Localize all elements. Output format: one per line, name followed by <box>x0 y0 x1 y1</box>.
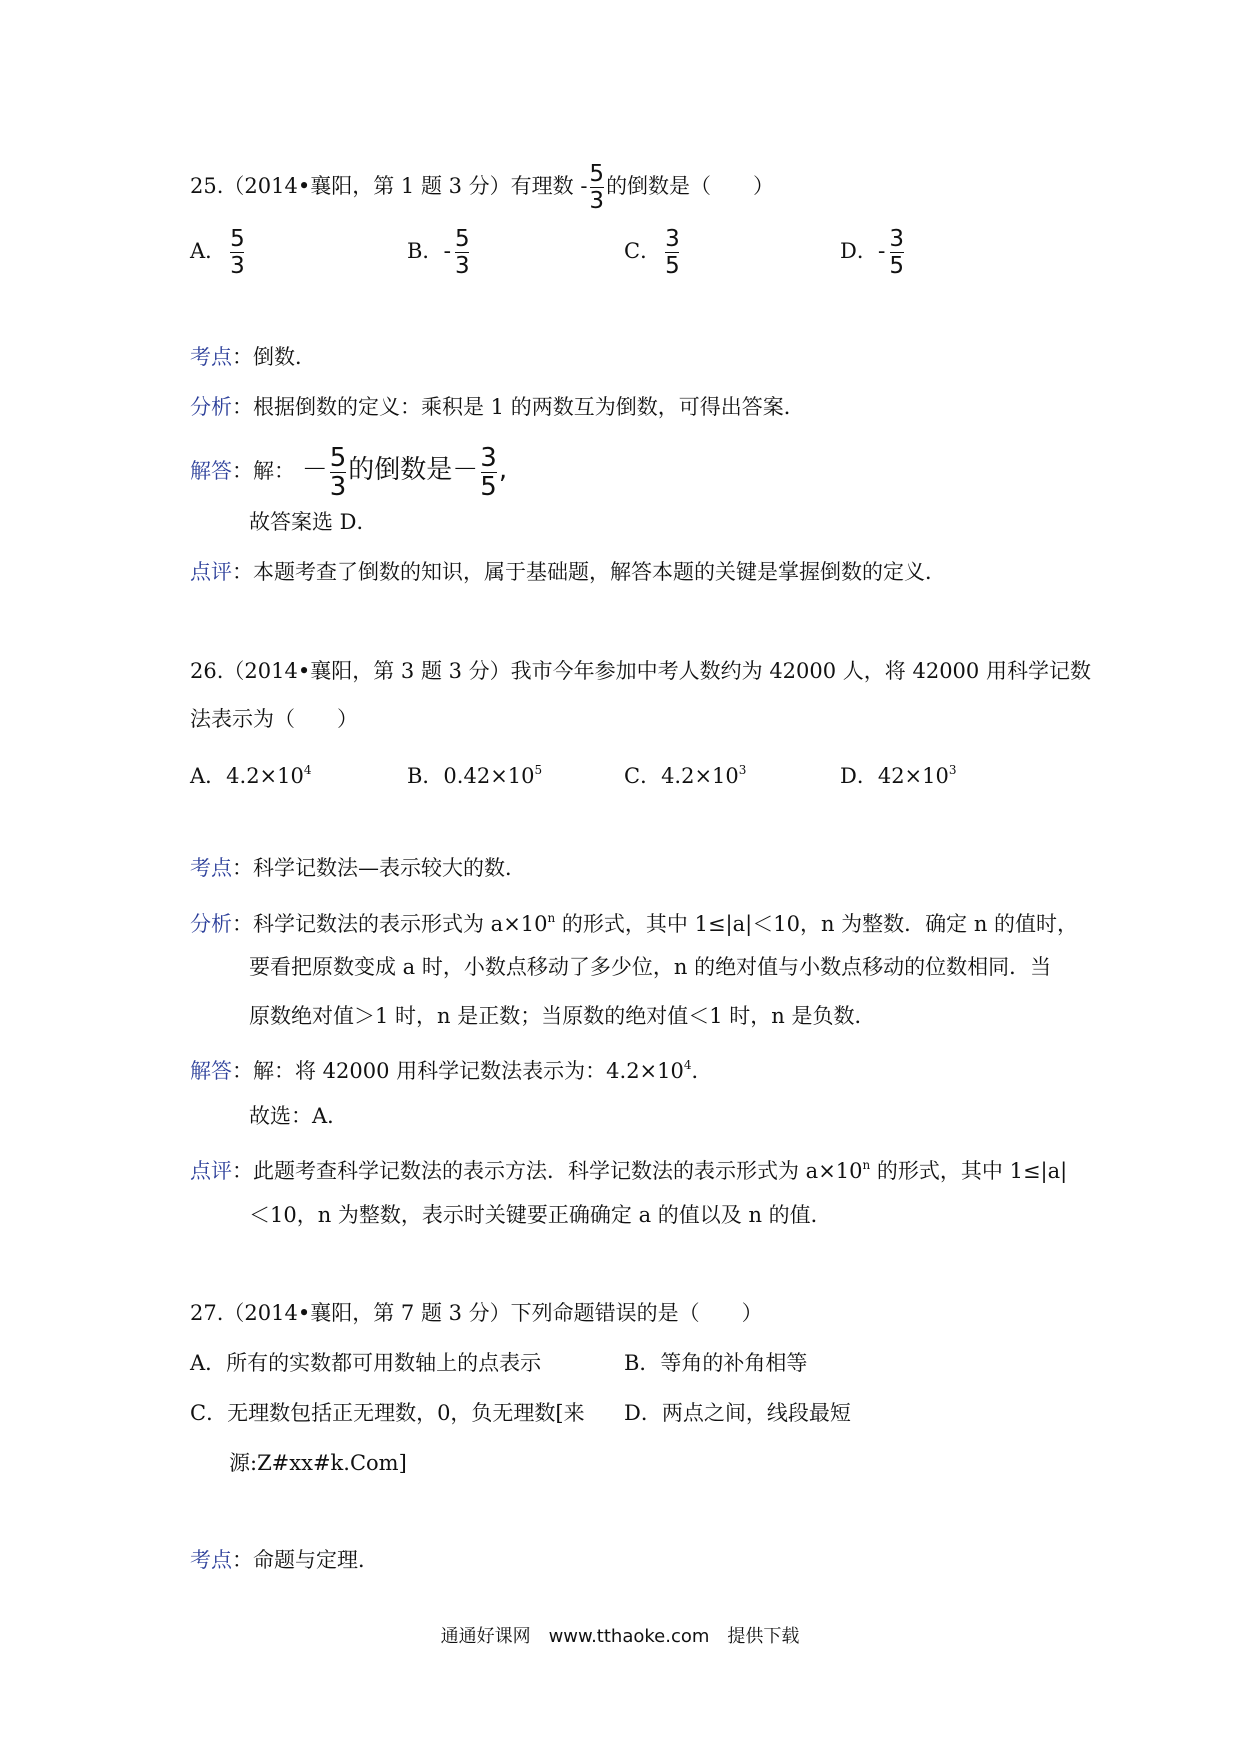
q26-option-a <box>190 755 312 791</box>
jieda-end: , <box>498 455 508 485</box>
option-fraction <box>455 228 470 277</box>
q27-stem: 27.（2014•襄阳，第 7 题 3 分）下列命题错误的是（ ） <box>190 1301 763 1325</box>
fraction-numerator: 5 <box>329 443 347 473</box>
q26-option-b <box>407 755 542 791</box>
q26-jieda <box>190 1050 713 1086</box>
fraction-numerator: 3 <box>889 226 905 252</box>
q25-stem-text-end: 的倒数是（ ） <box>606 174 775 198</box>
option-letter: A． <box>190 239 227 263</box>
dianping-text-end: 的形式，其中 1≤|a| <box>870 1159 1068 1183</box>
option-fraction <box>889 228 904 277</box>
option-text: A．4.2×10 <box>190 764 304 788</box>
q26-fenxi-2: 要看把原数变成 a 时，小数点移动了多少位，n 的绝对值与小数点移动的位数相同．当 <box>249 955 1052 979</box>
q27-option-c-continued: 源:Z#xx#k.Com] <box>229 1451 407 1475</box>
fraction-numerator: 3 <box>665 226 680 252</box>
label-fenxi: 分析 <box>190 912 232 936</box>
option-letter: C． <box>624 239 662 263</box>
fraction-denominator: 3 <box>455 253 470 279</box>
option-fraction <box>230 228 245 277</box>
q25-jieda <box>190 443 508 502</box>
q27-kaodian <box>190 1545 379 1575</box>
fraction-denominator: 3 <box>589 188 605 214</box>
q27-option-a: A．所有的实数都可用数轴上的点表示 <box>190 1351 542 1375</box>
option-letter: B． <box>407 239 444 263</box>
q26-dianping-1 <box>190 1150 1067 1186</box>
option-exponent: 3 <box>948 763 957 777</box>
jieda-exponent: 4 <box>683 1058 692 1072</box>
fraction-denominator: 3 <box>329 472 347 502</box>
fenxi-text: ：根据倒数的定义：乘积是 1 的两数互为倒数，可得出答案． <box>232 395 805 419</box>
q27-option-d: D．两点之间，线段最短 <box>624 1401 851 1425</box>
option-fraction <box>665 228 680 277</box>
label-dianping: 点评 <box>190 560 232 584</box>
q26-option-d <box>840 755 957 791</box>
q25-option-c <box>624 228 682 277</box>
fraction-numerator: 5 <box>455 226 470 252</box>
label-jieda: 解答 <box>190 459 232 483</box>
option-letter: D． <box>840 239 878 263</box>
jieda-fraction-2 <box>480 443 497 502</box>
label-jieda: 解答 <box>190 1059 232 1083</box>
option-text: C．4.2×10 <box>624 764 739 788</box>
dianping-text: ：此题考查科学记数法的表示方法．科学记数法的表示形式为 a×10 <box>232 1159 863 1183</box>
fraction-denominator: 5 <box>889 253 905 279</box>
kaodian-text: ：倒数． <box>232 345 316 369</box>
jieda-text: ：解：将 42000 用科学记数法表示为：4.2×10 <box>232 1059 684 1083</box>
q25-stem-fraction <box>589 163 604 212</box>
jieda-middle: 的倒数是－ <box>348 455 479 485</box>
q25-kaodian <box>190 342 316 372</box>
fenxi-text-end: 的形式，其中 1≤|a|＜10，n 为整数．确定 n 的值时， <box>555 912 1079 936</box>
label-fenxi: 分析 <box>190 395 232 419</box>
q26-stem-1: 26.（2014•襄阳，第 3 题 3 分）我市今年参加中考人数约为 42000 人，将 42000 用科学记数 <box>190 659 1091 683</box>
fenxi-exponent: n <box>547 911 556 925</box>
label-dianping: 点评 <box>190 1159 232 1183</box>
q27-option-b: B．等角的补角相等 <box>624 1351 808 1375</box>
option-text: D．42×10 <box>840 764 949 788</box>
dianping-text: ：本题考查了倒数的知识，属于基础题，解答本题的关键是掌握倒数的定义． <box>232 560 946 584</box>
q25-jieda-2: 故答案选 D． <box>249 510 378 534</box>
q25-dianping <box>190 557 946 587</box>
label-kaodian: 考点 <box>190 856 232 880</box>
kaodian-text: ：命题与定理． <box>232 1548 379 1572</box>
q26-stem-2: 法表示为（ ） <box>190 707 358 731</box>
q25-option-a <box>190 228 247 277</box>
q26-fenxi-1 <box>190 903 1078 939</box>
label-kaodian: 考点 <box>190 1548 232 1572</box>
q26-jieda-2: 故选：A． <box>249 1104 349 1128</box>
fraction-denominator: 5 <box>665 253 680 279</box>
option-sign: - <box>877 239 886 263</box>
label-kaodian: 考点 <box>190 345 232 369</box>
q26-fenxi-3: 原数绝对值＞1 时，n 是正数；当原数的绝对值＜1 时，n 是负数． <box>249 1004 876 1028</box>
q26-option-c <box>624 755 746 791</box>
fraction-numerator: 3 <box>480 443 497 473</box>
option-sign: - <box>443 239 452 263</box>
fraction-denominator: 3 <box>230 253 245 279</box>
q26-dianping-2: ＜10，n 为整数，表示时关键要正确确定 a 的值以及 n 的值． <box>249 1203 832 1227</box>
q25-option-d <box>840 228 906 277</box>
option-exponent: 4 <box>303 763 312 777</box>
jieda-prefix: ：解： <box>232 459 295 483</box>
option-exponent: 3 <box>738 763 747 777</box>
fenxi-text: ：科学记数法的表示形式为 a×10 <box>232 912 548 936</box>
jieda-fraction-1 <box>329 443 347 502</box>
dianping-exponent: n <box>862 1158 871 1172</box>
page-footer: 通通好课网 www.tthaoke.com 提供下载 <box>440 1626 800 1647</box>
fraction-numerator: 5 <box>589 161 605 187</box>
q26-kaodian <box>190 853 526 883</box>
jieda-text-end: ． <box>691 1059 713 1083</box>
option-text: B．0.42×10 <box>407 764 535 788</box>
kaodian-text: ：科学记数法—表示较大的数． <box>232 856 526 880</box>
jieda-minus: － <box>301 455 328 485</box>
q27-option-c: C．无理数包括正无理数，0，负无理数[来 <box>190 1401 585 1425</box>
fraction-denominator: 5 <box>480 472 497 502</box>
q25-fenxi <box>190 392 805 422</box>
q25-stem-text: 25.（2014•襄阳，第 1 题 3 分）有理数 - <box>190 174 588 198</box>
q25-stem <box>190 163 774 212</box>
q25-option-b <box>407 228 472 277</box>
option-exponent: 5 <box>534 763 543 777</box>
fraction-numerator: 5 <box>230 226 245 252</box>
